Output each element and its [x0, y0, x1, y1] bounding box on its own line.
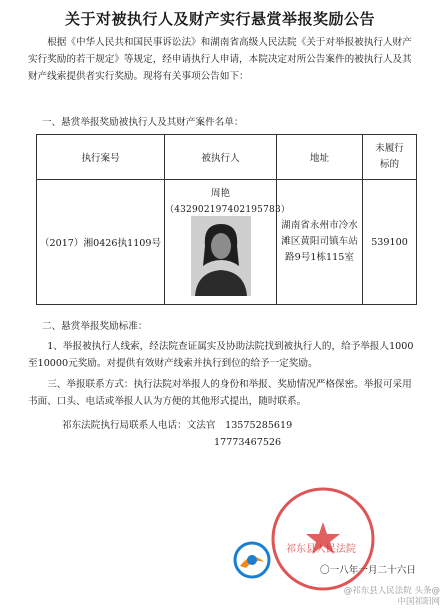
table-row	[37, 180, 417, 305]
header-name: 被执行人	[165, 135, 277, 180]
seal-text: 祁东县人民法院	[286, 544, 356, 555]
header-amount-label: 未履行标的	[375, 143, 404, 170]
address-text: 湖南省永州市冷水滩区黄阳司镇车站路9号1栋115室	[281, 220, 358, 263]
section1-heading: 一、悬赏举报奖励被执行人及其财产案件名单：	[42, 117, 244, 128]
cell-address	[277, 180, 363, 305]
header-address: 地址	[277, 135, 363, 180]
contact-line: 祁东法院执行局联系人电话：文法官 13575285619	[62, 420, 293, 431]
watermark: @祁东县人民法院 头条@中国祁阳网	[343, 586, 440, 607]
table-header-row	[37, 135, 417, 180]
person-name: 周艳	[210, 188, 231, 199]
section2-heading: 二、悬赏举报奖励标准：	[42, 321, 148, 332]
round-logo-emblem-icon	[232, 540, 272, 580]
portrait-photo-icon	[191, 216, 251, 296]
court-seal-icon	[268, 484, 378, 594]
notice-title: 关于对被执行人及财产实行悬赏举报奖励公告	[64, 10, 375, 28]
intro-paragraph: 根据《中华人民共和国民事诉讼法》和湖南省高级人民法院《关于对举报被执行人财产实行奖励的若干规定》等规定，经申请执行人申请，本院决定对所公告案件的被执行人及其财产线索提供者实行奖励。现将有关事项公告如下：	[28, 37, 412, 82]
person-id-number: （432902197402195783）	[165, 205, 291, 215]
header-case-no: 执行案号	[37, 135, 165, 180]
case-table	[36, 134, 417, 305]
reward-paragraph: 1、举报被执行人线索，经法院查证属实及协助法院找到被执行人的，给予举报人1000至10000元奖励。对提供有效财产线索并执行到位的给予一定奖励。	[28, 341, 414, 369]
notice-date: 〇一八年一月二十六日	[320, 565, 416, 576]
cell-case-no: （2017）湘0426执1109号	[37, 180, 165, 305]
contact-paragraph: 三、举报联系方式：执行法院对举报人的身份和举报、奖励情况严格保密。举报可采用书面、口头、电话或举报人认为方便的其他形式提出，随时联系。	[28, 379, 412, 407]
cell-amount: 539100	[363, 180, 417, 305]
cell-person	[165, 180, 291, 305]
contact-phone-2: 17773467526	[214, 437, 282, 448]
header-amount	[363, 135, 417, 180]
